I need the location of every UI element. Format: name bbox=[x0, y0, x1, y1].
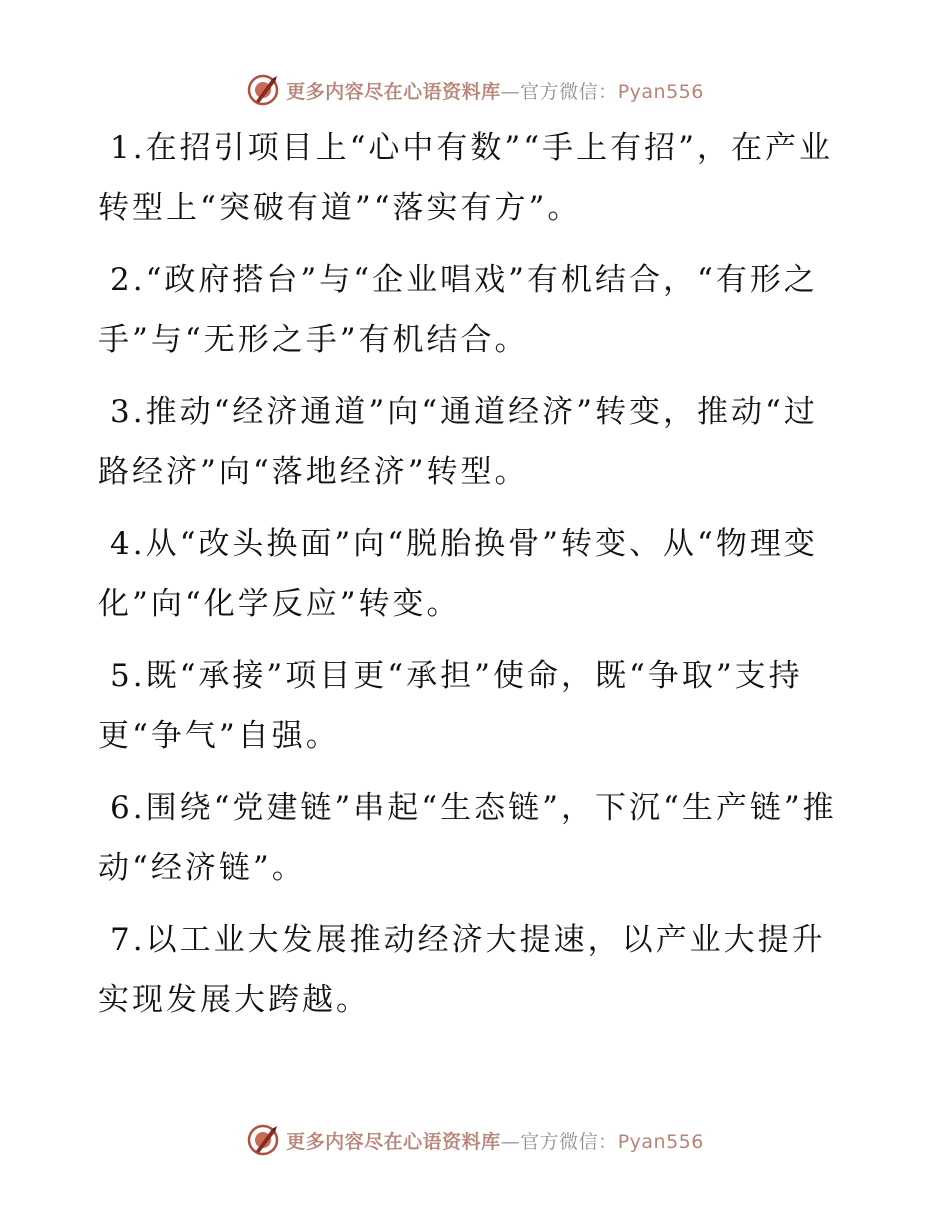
item-text: 围绕“党建链”串起“生态链”，下沉“生产链”推动“经济链”。 bbox=[98, 790, 837, 886]
banner-separator: — bbox=[500, 80, 521, 103]
banner-wechat-id: Pyan556 bbox=[617, 80, 704, 103]
footer-banner bbox=[0, 1120, 950, 1160]
item-text: 推动“经济通道”向“通道经济”转变，推动“过路经济”向“落地经济”转型。 bbox=[98, 394, 818, 490]
document-body bbox=[98, 118, 838, 1042]
banner-wechat-label: 官方微信： bbox=[520, 1130, 618, 1153]
list-item bbox=[98, 778, 838, 898]
banner-text bbox=[286, 1127, 704, 1154]
list-item bbox=[98, 382, 838, 502]
item-text: “政府搭台”与“企业唱戏”有机结合，“有形之手”与“无形之手”有机结合。 bbox=[98, 262, 818, 358]
item-number: 1. bbox=[110, 130, 146, 166]
list-item bbox=[98, 118, 838, 238]
item-number: 7. bbox=[110, 922, 146, 958]
quill-seal-icon bbox=[246, 73, 280, 107]
list-item bbox=[98, 646, 838, 766]
list-item bbox=[98, 250, 838, 370]
item-text: 从“改头换面”向“脱胎换骨”转变、从“物理变化”向“化学反应”转变。 bbox=[98, 526, 818, 622]
banner-wechat-id: Pyan556 bbox=[617, 1130, 704, 1153]
item-number: 5. bbox=[110, 658, 146, 694]
item-number: 6. bbox=[110, 790, 146, 826]
list-item bbox=[98, 910, 838, 1030]
item-text: 以工业大发展推动经济大提速，以产业大提升实现发展大跨越。 bbox=[98, 922, 826, 1018]
item-text: 既“承接”项目更“承担”使命，既“争取”支持更“争气”自强。 bbox=[98, 658, 803, 754]
item-number: 2. bbox=[110, 262, 146, 298]
item-number: 4. bbox=[110, 526, 146, 562]
item-text: 在招引项目上“心中有数”“手上有招”，在产业转型上“突破有道”“落实有方”。 bbox=[98, 130, 833, 226]
banner-site-name: 更多内容尽在心语资料库 bbox=[286, 1130, 501, 1153]
header-banner bbox=[0, 70, 950, 110]
quill-seal-icon bbox=[246, 1123, 280, 1157]
banner-site-name: 更多内容尽在心语资料库 bbox=[286, 80, 501, 103]
banner-text bbox=[286, 77, 704, 104]
list-item bbox=[98, 514, 838, 634]
item-number: 3. bbox=[110, 394, 146, 430]
banner-separator: — bbox=[500, 1130, 521, 1153]
banner-wechat-label: 官方微信： bbox=[520, 80, 618, 103]
